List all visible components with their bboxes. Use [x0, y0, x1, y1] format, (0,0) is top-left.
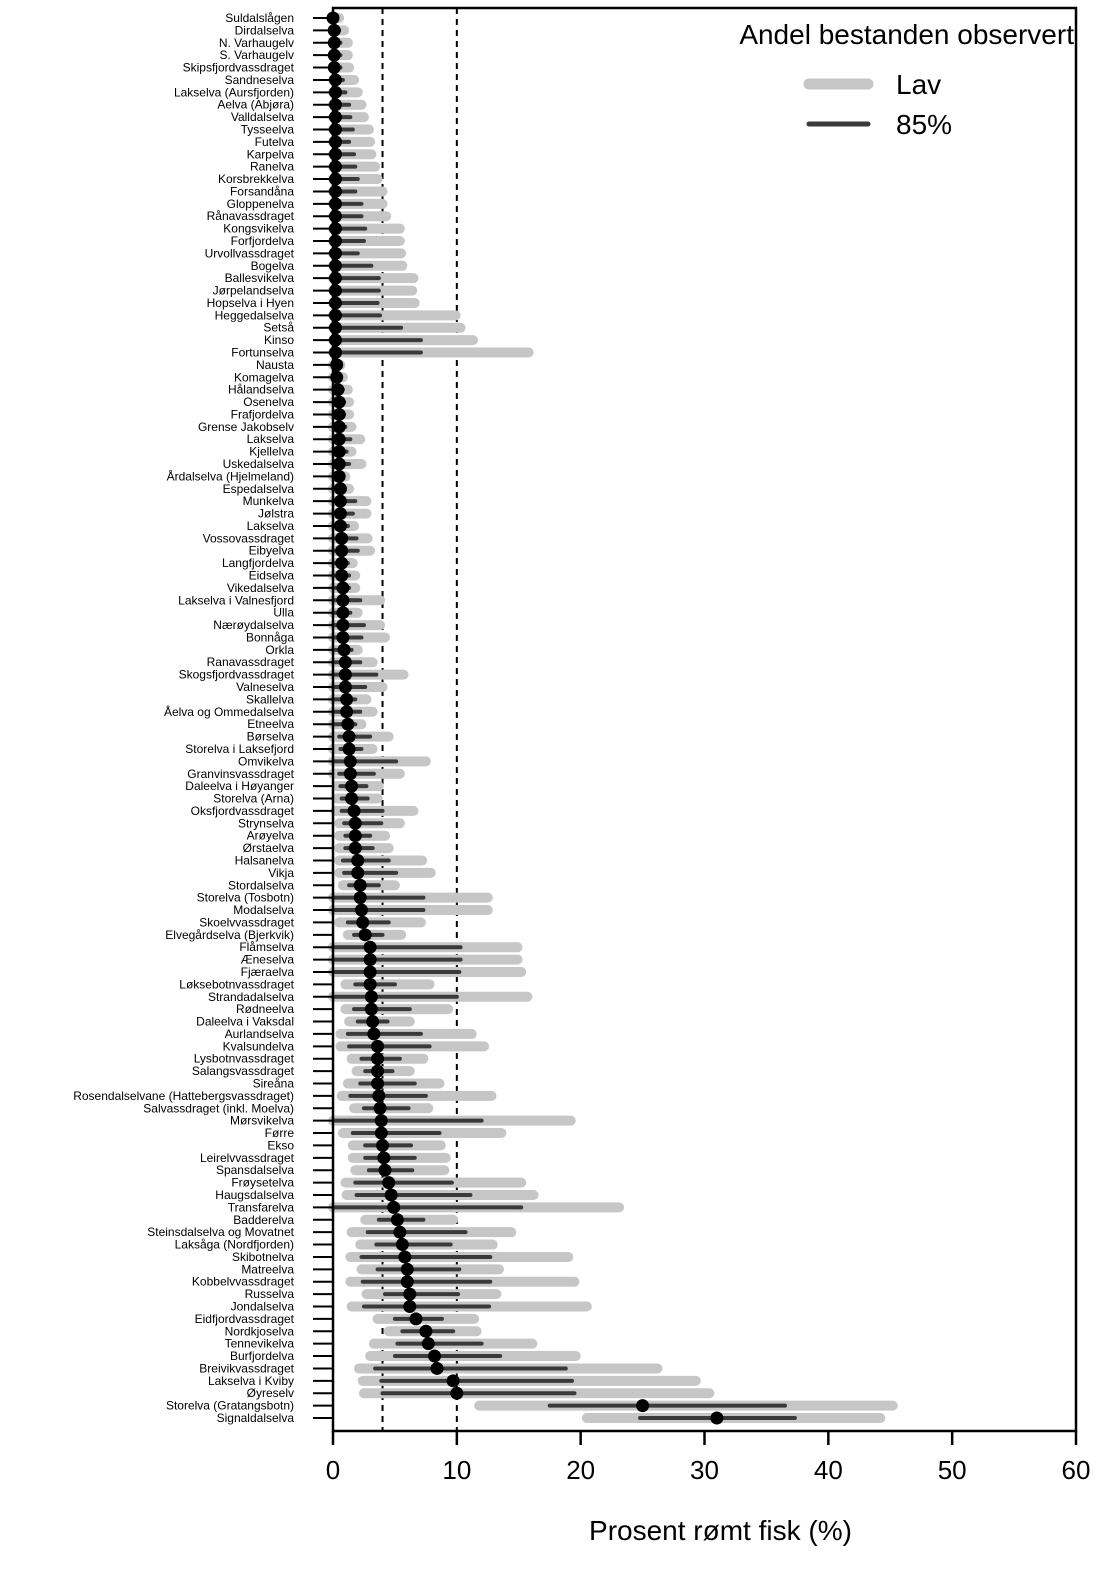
estimate-point — [365, 990, 378, 1003]
estimate-point — [401, 1275, 414, 1288]
river-label: Arøyelva — [246, 828, 294, 843]
river-label: Spansdalselva — [215, 1163, 294, 1178]
river-label: Storelva (Tosbotn) — [196, 890, 294, 905]
estimate-point — [335, 544, 348, 557]
river-label: Oksfjordvassdraget — [190, 803, 294, 818]
river-label: Futelva — [254, 134, 294, 149]
river-label: Hopselva i Hyen — [206, 295, 294, 310]
river-label: Sandneselva — [224, 72, 294, 87]
estimate-point — [354, 879, 367, 892]
river-label: Flåmselva — [239, 940, 294, 955]
river-label: Åelva og Ommedalselva — [163, 704, 294, 719]
river-label: Lakselva i Valnesfjord — [178, 593, 294, 608]
estimate-point — [387, 1201, 400, 1214]
river-label: Salangsvassdraget — [191, 1064, 294, 1079]
estimate-point — [336, 619, 349, 632]
river-label: Kobbelvvassdraget — [191, 1274, 294, 1289]
river-label: Heggedalselva — [214, 308, 294, 323]
estimate-point — [335, 532, 348, 545]
river-label: Øyreselv — [246, 1386, 294, 1401]
estimate-point — [344, 767, 357, 780]
river-label: Nordkjoselva — [224, 1324, 294, 1339]
estimate-point — [403, 1300, 416, 1313]
estimate-point — [385, 1188, 398, 1201]
estimate-point — [334, 519, 347, 532]
river-label: Storelva (Gratangsbotn) — [165, 1398, 294, 1413]
river-label: Burfjordelva — [229, 1349, 294, 1364]
river-label: Løksebotnvassdraget — [179, 977, 294, 992]
river-label: Skibotnelva — [231, 1249, 294, 1264]
x-tick-label: 40 — [813, 1455, 843, 1485]
estimate-point — [371, 1077, 384, 1090]
legend — [739, 19, 1074, 140]
river-label: Salvassdraget (inkl. Moelva) — [143, 1101, 294, 1116]
river-label: Jølstra — [258, 506, 294, 521]
river-label: Ulla — [273, 605, 294, 620]
river-label: Haugsdalselva — [215, 1187, 294, 1202]
river-label: Eidselva — [248, 568, 294, 583]
river-label: Etneelva — [247, 717, 294, 732]
legend-title: Andel bestanden observert — [739, 19, 1074, 50]
river-label: Munkelva — [242, 494, 294, 509]
estimate-point — [349, 829, 362, 842]
river-label: Espedalselva — [222, 481, 294, 496]
river-label: Strandadalselva — [207, 989, 294, 1004]
x-tick-label: 10 — [442, 1455, 472, 1485]
estimate-point — [336, 631, 349, 644]
river-label: Førre — [264, 1126, 294, 1141]
river-label: Granvinsvassdraget — [187, 766, 294, 781]
river-label: Urvollvassdraget — [204, 246, 294, 261]
estimate-point — [343, 742, 356, 755]
river-label: Omvikelva — [237, 754, 294, 769]
river-label: Setså — [263, 320, 294, 335]
estimate-point — [338, 643, 351, 656]
estimate-point — [340, 705, 353, 718]
estimate-point — [354, 891, 367, 904]
estimate-point — [345, 792, 358, 805]
river-label: Transfarelva — [227, 1200, 294, 1215]
river-label: Skoelvvassdraget — [199, 915, 294, 930]
estimate-point — [365, 1003, 378, 1016]
estimate-point — [375, 1127, 388, 1140]
river-label: Frafjordelva — [230, 407, 294, 422]
river-label: Badderelva — [233, 1212, 294, 1227]
river-label: Frøysetelva — [231, 1175, 294, 1190]
estimate-point — [341, 718, 354, 731]
estimate-point — [336, 606, 349, 619]
river-label: N. Varhaugelv — [218, 35, 294, 50]
estimate-point — [364, 953, 377, 966]
river-label: Lysbotnvassdraget — [193, 1051, 294, 1066]
estimate-point — [409, 1312, 422, 1325]
river-label: Ranavassdraget — [206, 655, 294, 670]
river-label: Kongsvikelva — [223, 221, 294, 236]
river-label: Nausta — [255, 357, 294, 372]
river-label: Suldalslågen — [225, 11, 294, 25]
estimate-point — [336, 581, 349, 594]
river-label: Lakselva — [246, 432, 294, 447]
estimate-point — [393, 1226, 406, 1239]
river-label: Lakselva — [246, 518, 294, 533]
river-label: Fjæraelva — [240, 964, 294, 979]
estimate-point — [355, 904, 368, 917]
river-label: Stordalselva — [227, 878, 294, 893]
estimate-point — [351, 866, 364, 879]
river-label: Valneselva — [236, 680, 294, 695]
estimate-point — [428, 1350, 441, 1363]
river-label: Vossovassdraget — [202, 531, 294, 546]
x-axis-title: Prosent rømt fisk (%) — [589, 1515, 852, 1546]
estimate-point — [431, 1362, 444, 1375]
estimate-point — [343, 730, 356, 743]
x-tick-label: 20 — [566, 1455, 596, 1485]
river-label: Skogsfjordvassdraget — [178, 667, 294, 682]
river-label: Uskedalselva — [222, 457, 294, 472]
river-label: Forsandåna — [229, 184, 294, 199]
river-label: Kjellelva — [249, 444, 294, 459]
estimate-point — [401, 1263, 414, 1276]
river-label: Tysseelva — [240, 122, 294, 137]
estimate-point — [422, 1337, 435, 1350]
river-label: Dirdalselva — [234, 23, 294, 38]
river-label: Leirelvvassdraget — [199, 1150, 294, 1165]
estimate-point — [376, 1139, 389, 1152]
river-label: Skipsfjordvassdraget — [182, 60, 294, 75]
river-label: Komagelva — [233, 370, 294, 385]
river-label: Kinso — [263, 333, 294, 348]
river-label: Matreelva — [241, 1262, 294, 1277]
estimate-point — [403, 1288, 416, 1301]
river-label: Ekso — [267, 1138, 294, 1153]
river-label: Jørpelandselva — [212, 283, 294, 298]
estimate-point — [447, 1374, 460, 1387]
estimate-point — [367, 1027, 380, 1040]
river-label: S. Varhaugelv — [219, 48, 294, 63]
river-label: Karpelva — [246, 147, 294, 162]
river-label: Ørstaelva — [242, 841, 294, 856]
river-label: Daleelva i Vaksdal — [196, 1014, 294, 1029]
x-tick-label: 60 — [1061, 1455, 1091, 1485]
estimate-point — [345, 780, 358, 793]
estimate-point — [379, 1164, 392, 1177]
estimate-point — [374, 1102, 387, 1115]
river-label: Laksåga (Nordfjorden) — [174, 1237, 294, 1252]
legend-label: 85% — [896, 109, 953, 140]
river-label: Nærøydalselva — [213, 618, 294, 633]
estimate-point — [371, 1052, 384, 1065]
x-tick-label: 30 — [690, 1455, 719, 1485]
estimate-point — [377, 1151, 390, 1164]
x-tick-label: 0 — [325, 1455, 341, 1485]
estimate-point — [359, 928, 372, 941]
estimate-point — [336, 594, 349, 607]
river-label: Fortunselva — [231, 345, 294, 360]
estimate-point — [419, 1325, 432, 1338]
estimate-point — [710, 1412, 723, 1425]
river-label: Strynselva — [237, 816, 294, 831]
river-label: Årdalselva (Hjelmeland) — [166, 469, 294, 484]
estimate-point — [333, 420, 346, 433]
estimate-point — [340, 693, 353, 706]
river-label: Ranelva — [249, 159, 294, 174]
river-label: Forfjordelva — [230, 234, 294, 249]
x-axis — [326, 1431, 1091, 1485]
estimate-point — [333, 396, 346, 409]
river-label: Jondalselva — [230, 1299, 294, 1314]
estimate-point — [334, 495, 347, 508]
river-label: Modalselva — [233, 903, 294, 918]
estimate-point — [366, 1015, 379, 1028]
estimate-point — [333, 458, 346, 471]
river-label: Aurlandselva — [224, 1026, 294, 1041]
estimate-point — [334, 507, 347, 520]
river-label: Rånavassdraget — [206, 209, 294, 224]
river-label: Kvalsundelva — [222, 1039, 294, 1054]
river-label: Vikedalselva — [226, 580, 294, 595]
river-label: Bonnåga — [245, 630, 294, 645]
estimate-point — [636, 1399, 649, 1412]
river-label: Elvegårdselva (Bjerkvik) — [165, 927, 294, 942]
estimate-point — [339, 668, 352, 681]
estimate-point — [349, 842, 362, 855]
estimate-point — [382, 1176, 395, 1189]
interval-bands — [333, 18, 893, 1418]
river-label: Børselva — [246, 729, 294, 744]
estimate-point — [335, 557, 348, 570]
estimate-point — [396, 1238, 409, 1251]
x-tick-label: 50 — [937, 1455, 967, 1485]
river-label: Halsanelva — [234, 853, 294, 868]
estimate-point — [364, 978, 377, 991]
river-label: Langfjordelva — [221, 556, 294, 571]
river-label: Grense Jakobselv — [197, 419, 294, 434]
legend-label: Lav — [896, 69, 942, 100]
estimate-point — [356, 916, 369, 929]
estimate-point — [371, 1040, 384, 1053]
river-label: Steinsdalselva og Movatnet — [147, 1225, 294, 1240]
estimate-point — [333, 408, 346, 421]
estimate-point — [339, 681, 352, 694]
estimate-point — [450, 1387, 463, 1400]
estimate-point — [349, 817, 362, 830]
estimate-point — [364, 941, 377, 954]
estimate-point — [339, 656, 352, 669]
river-label: Korsbrekkelva — [217, 172, 294, 187]
estimate-point — [375, 1114, 388, 1127]
river-label: Æneselva — [240, 952, 294, 967]
estimate-point — [333, 470, 346, 483]
river-label: Storelva i Laksefjord — [185, 741, 294, 756]
estimate-point — [351, 854, 364, 867]
river-label: Lakselva (Aursfjorden) — [173, 85, 294, 100]
river-label: Hålandselva — [227, 382, 294, 397]
estimate-point — [364, 965, 377, 978]
river-labels — [73, 11, 333, 1425]
estimate-point — [398, 1250, 411, 1263]
estimate-point — [348, 804, 361, 817]
river-label: Mørsvikelva — [229, 1113, 294, 1128]
river-label: Gloppenelva — [226, 196, 294, 211]
river-label: Orkla — [265, 642, 294, 657]
river-label: Breivikvassdraget — [199, 1361, 294, 1376]
river-label: Skallelva — [245, 692, 294, 707]
river-label: Vikja — [268, 865, 294, 880]
estimate-point — [335, 569, 348, 582]
river-label: Osenelva — [243, 395, 294, 410]
estimate-point — [333, 433, 346, 446]
estimate-point — [372, 1089, 385, 1102]
river-label: Signaldalselva — [216, 1411, 294, 1425]
river-label: Eidfjordvassdraget — [194, 1311, 294, 1326]
river-label: Russelva — [244, 1287, 294, 1302]
river-label: Ballesvikelva — [224, 271, 294, 286]
estimate-point — [334, 482, 347, 495]
river-label: Storelva (Arna) — [213, 791, 294, 806]
estimate-points — [327, 12, 724, 1425]
estimate-point — [371, 1065, 384, 1078]
river-label: Lakselva i Kviby — [207, 1373, 294, 1388]
river-label: Eibyelva — [248, 543, 294, 558]
river-label: Bogelva — [250, 258, 294, 273]
estimate-point — [391, 1213, 404, 1226]
river-label: Aelva (Abjøra) — [217, 97, 294, 112]
estimate-point — [333, 445, 346, 458]
river-label: Sireåna — [252, 1076, 294, 1091]
river-label: Valldalselva — [230, 110, 294, 125]
river-label: Rødneelva — [235, 1002, 294, 1017]
estimate-point — [344, 755, 357, 768]
river-label: Rosendalselvane (Hattebergsvassdraget) — [73, 1088, 294, 1103]
river-label: Daleelva i Høyanger — [185, 779, 294, 794]
river-label: Tennevikelva — [224, 1336, 294, 1351]
